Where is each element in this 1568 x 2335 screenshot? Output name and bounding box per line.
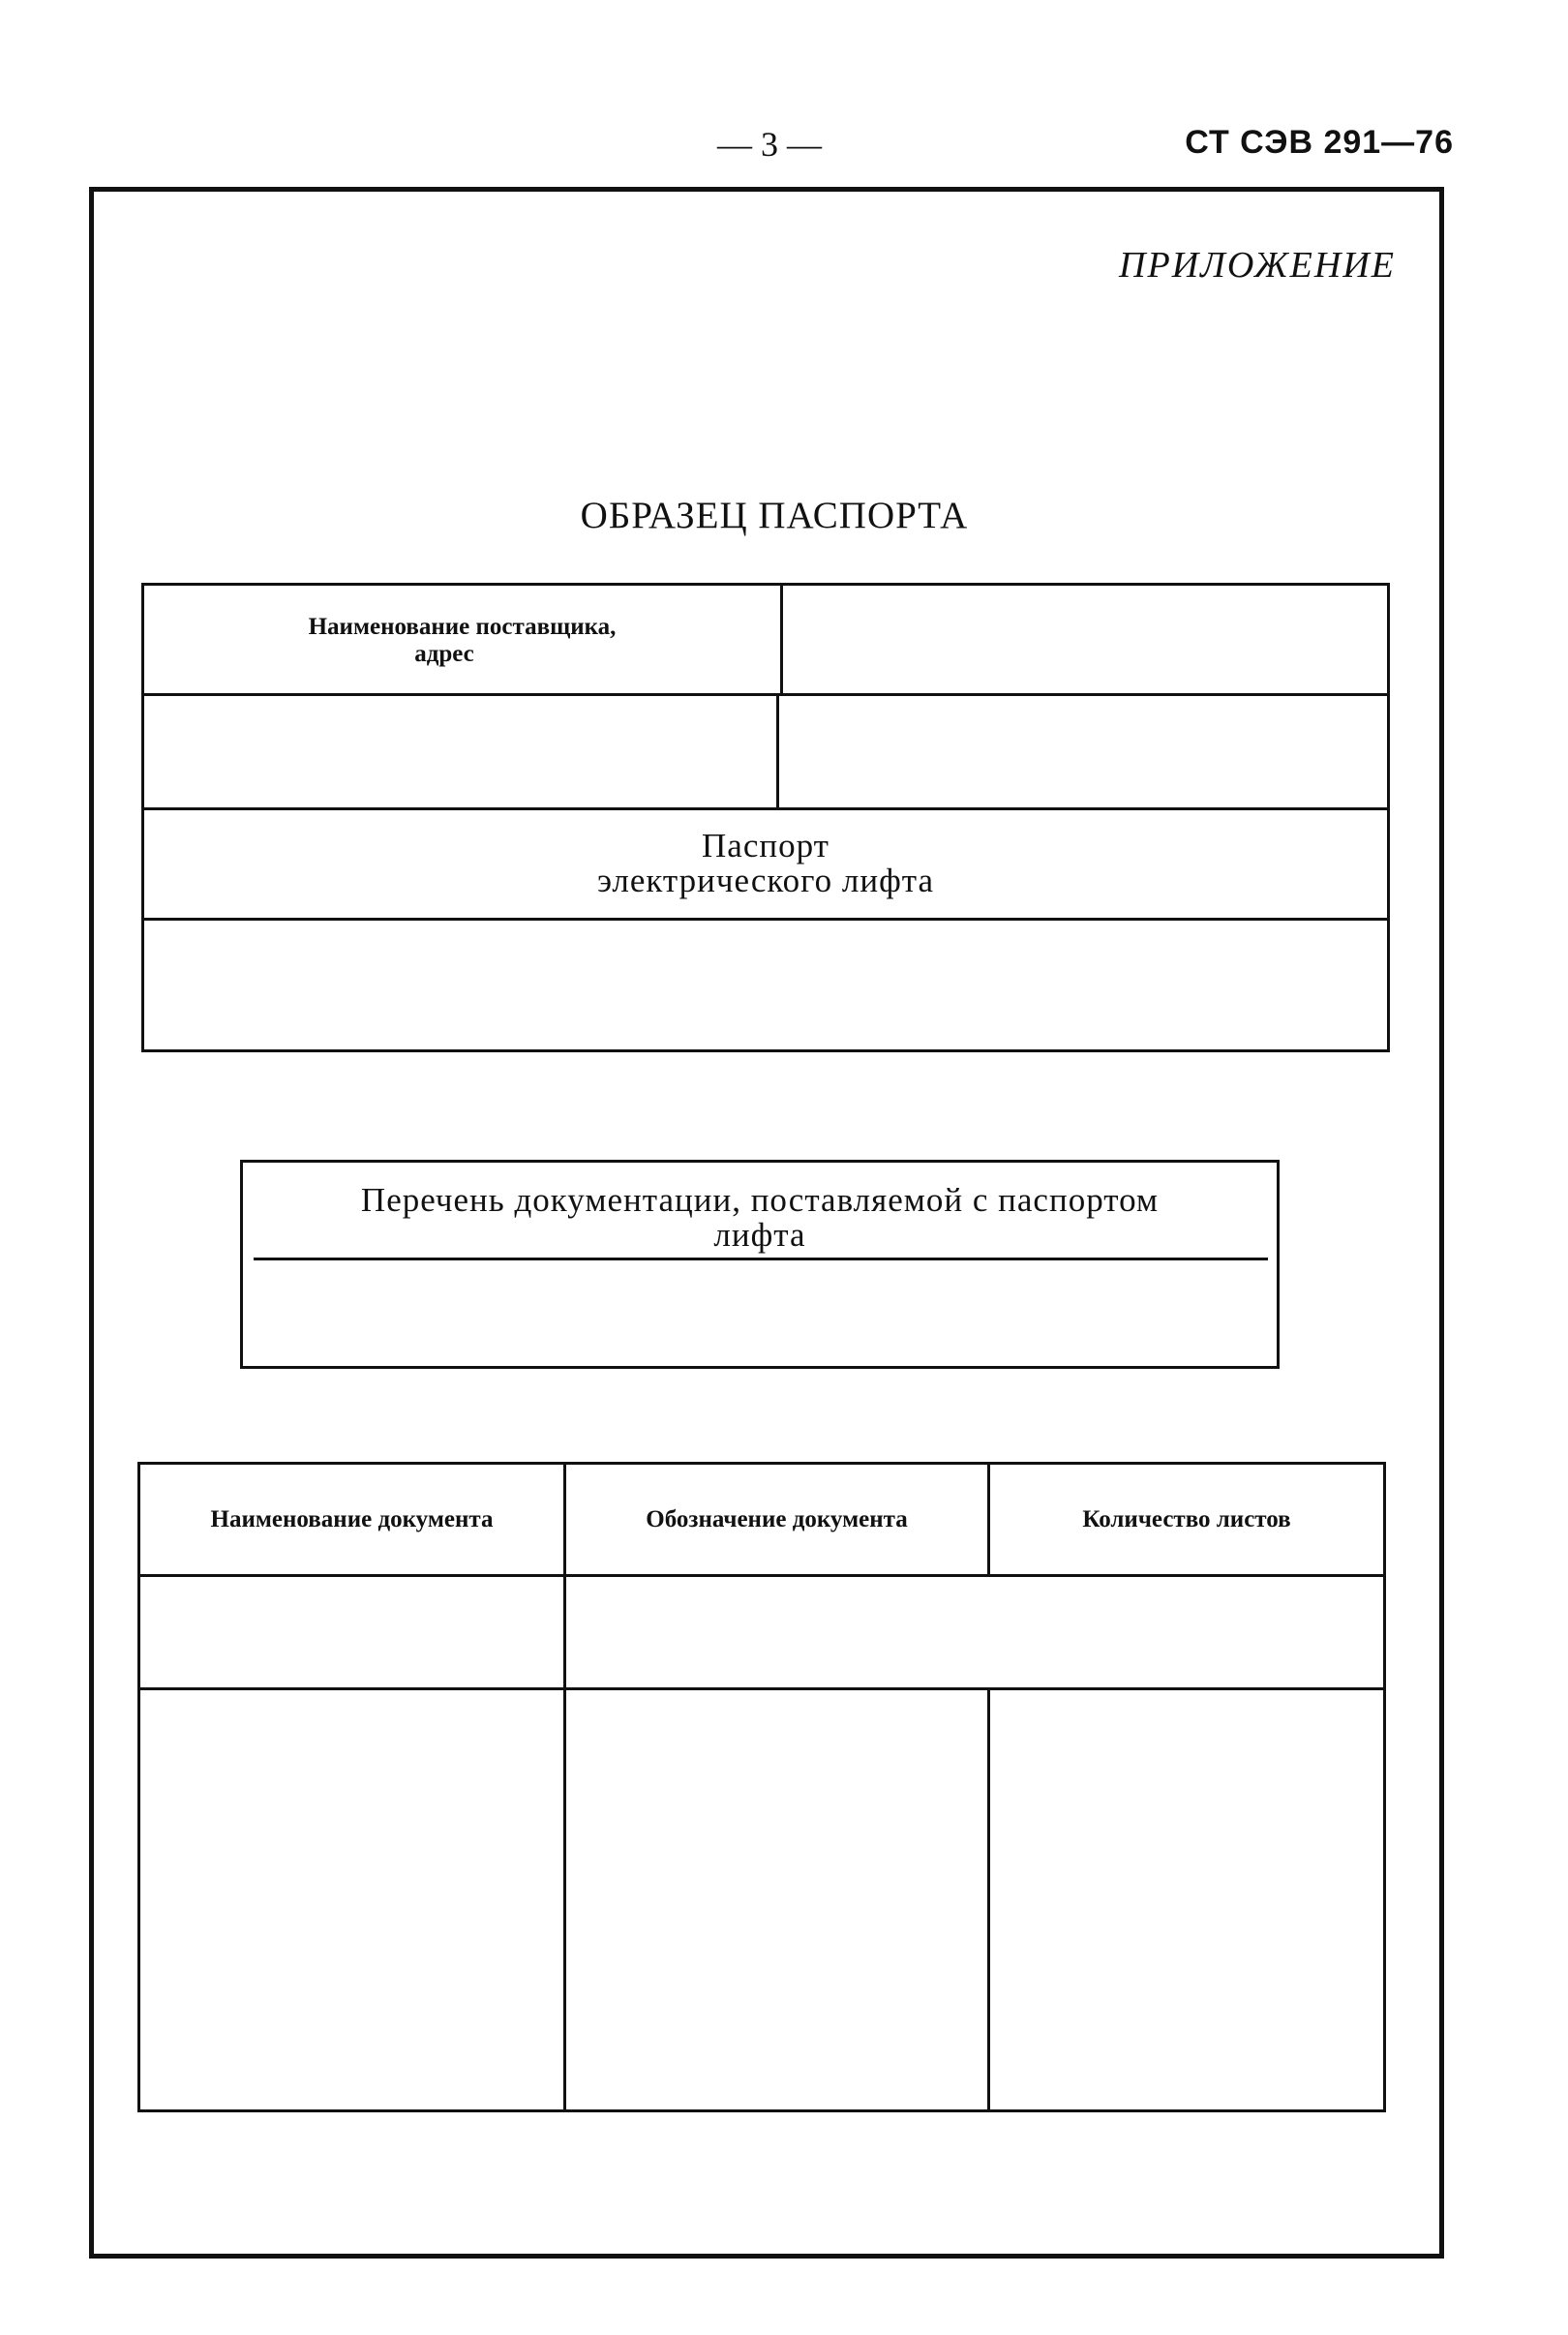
documents-table-row-divider	[140, 1687, 1383, 1690]
passport-title-line2: электрического лифта	[596, 862, 935, 899]
documents-table-vline-2b	[987, 1690, 990, 2109]
supplier-label-line1: Наименование поставщика,	[308, 614, 617, 640]
documentation-list-title-line1: Перечень документации, поставляемой с паспортом	[360, 1181, 1160, 1219]
documents-table	[137, 1462, 1386, 2112]
passport-form-divider-1	[144, 693, 1387, 696]
passport-title-line1: Паспорт	[702, 827, 829, 864]
column-header-document-designation: Обозначение документа	[646, 1506, 908, 1532]
passport-form-divider-3	[144, 918, 1387, 921]
passport-form-divider-2	[144, 807, 1387, 810]
documents-table-header-divider	[140, 1574, 1383, 1577]
page-number: — 3 —	[717, 125, 822, 164]
documentation-list-title-line2: лифта	[713, 1216, 806, 1254]
standard-code: СТ СЭВ 291—76	[1185, 124, 1454, 161]
passport-form-vline-2	[776, 696, 779, 807]
documentation-list-divider	[254, 1258, 1268, 1260]
sample-title: ОБРАЗЕЦ ПАСПОРТА	[580, 495, 969, 536]
column-header-sheet-count: Количество листов	[1082, 1506, 1291, 1532]
passport-form-vline-1	[780, 586, 783, 693]
documents-table-vline-1	[563, 1465, 566, 2109]
appendix-label: ПРИЛОЖЕНИЕ	[1119, 245, 1396, 286]
column-header-document-name: Наименование документа	[210, 1506, 494, 1532]
supplier-label-line2: адрес	[414, 641, 474, 667]
